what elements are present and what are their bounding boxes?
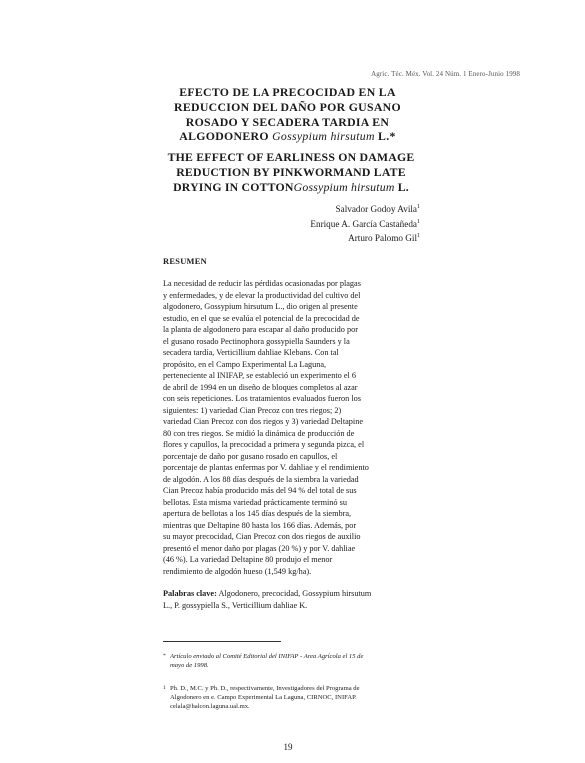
title-spanish — [150, 85, 425, 144]
keywords-line: L., P. gossypiella S., Verticillium dahliae K. — [163, 600, 308, 610]
title-line: REDUCTION BY PINKWORMAND LATE — [176, 164, 406, 179]
title-line: THE EFFECT OF EARLINESS ON DAMAGE — [167, 150, 415, 164]
affiliation-mark: 1 — [417, 218, 420, 225]
abstract-line: porcentaje de plantas enfermas por V. dahliae y el rendimiento — [163, 463, 369, 472]
abstract-line: variedad Cian Precoz con dos riegos y 3) variedad Deltapine — [163, 417, 363, 426]
title-line: EFECTO DE LA PRECOCIDAD EN LA — [179, 85, 396, 99]
abstract-line: 80 con tres riegos. Se midió la dinámica de producción de — [163, 428, 355, 438]
author-name: Salvador Godoy Avila — [335, 204, 417, 215]
title-line: ROSADO Y SECADERA TARDIA EN — [185, 114, 390, 129]
keywords-line — [163, 588, 415, 600]
title-text: L. — [394, 179, 409, 194]
author — [240, 230, 420, 245]
abstract-line: La necesidad de reducir las pérdidas ocasionadas por plagas — [163, 279, 361, 288]
keywords-text: Algodonero, precocidad, Gossypium hirsutum — [218, 589, 372, 598]
abstract-line: con seis repeticiones. Los tratamientos evaluados fueron los — [163, 394, 361, 403]
footnote-line: Ph. D., M.C. y Ph. D., respectivamente, Investigadores del Programa de — [170, 685, 360, 692]
abstract-line: propósito, en el Campo Experimental La Laguna, — [163, 359, 327, 369]
abstract-line: bellotas. Esta misma variedad prácticamente terminó su — [163, 497, 347, 507]
species-name: Gossypium hirsutum — [293, 179, 395, 194]
footnote — [163, 652, 418, 670]
abstract-line: secadera tardía, Verticillium dahliae Klebans. Con tal — [163, 348, 339, 357]
title-text: ALGODONERO — [179, 129, 273, 144]
footnote-mark: 1 — [163, 685, 166, 691]
abstract-line: apertura de bellotas a los 145 días después de la siembra, — [163, 509, 352, 518]
abstract-line: de abril de 1994 en un diseño de bloques completos al azar — [163, 382, 358, 392]
abstract-line: su mayor precocidad, Cian Precoz con dos riegos de auxilio — [163, 532, 361, 541]
abstract-line: (46 %). La variedad Deltapine 80 produjo el menor — [163, 555, 333, 564]
abstract-line: el gusano rosado Pectinophora gossypiella Saunders y la — [163, 336, 350, 346]
footnote-line: mayo de 1998. — [170, 662, 209, 670]
footnote-mark: * — [163, 653, 166, 659]
footnote — [163, 684, 418, 712]
abstract-line: rendimiento de algodón hueso (1,549 kg/ha). — [163, 566, 312, 576]
keywords — [163, 588, 415, 611]
keywords-label: Palabras clave: — [163, 589, 217, 598]
abstract-line: estudio, en el que se evalúa el potencial de la precocidad de — [163, 313, 360, 323]
abstract-line: perteneciente al INIFAP, se estableció un experimento el 6 — [163, 371, 356, 380]
footnote-line: celala@halcon.laguna.ual.mx. — [170, 703, 250, 711]
author-name: Enrique A. García Castañeda — [310, 218, 417, 229]
abstract-line: de algodón. A los 88 días después de la siembra la variedad — [163, 474, 359, 484]
abstract-line: porcentaje de daño por gusano rosado en capullos, el — [163, 451, 338, 461]
abstract-line: la planta de algodonero para escapar al daño producido por — [163, 325, 358, 334]
abstract-line: flores y capullos, la precocidad a primera y segunda pizca, el — [163, 440, 365, 449]
affiliation-mark: 1 — [417, 204, 420, 210]
footnote-divider — [163, 641, 281, 642]
title-english — [162, 150, 420, 194]
affiliation-mark: 1 — [417, 233, 420, 240]
footnote-line: Algodonero en e. Campo Experimental La Laguna, CIRNOC, INIFAP. — [170, 694, 357, 702]
title-line — [162, 180, 420, 195]
title-line — [150, 129, 425, 144]
footnote-text — [170, 684, 415, 712]
author-name: Arturo Palomo Gil — [348, 233, 417, 244]
species-name: Gossypium hirsutum — [272, 129, 375, 144]
abstract-line: y enfermedades, y de elevar la productividad del cultivo del — [163, 290, 361, 300]
section-heading: RESUMEN — [163, 257, 207, 266]
title-text: L.* — [374, 129, 396, 144]
abstract-line: mientras que Deltapine 80 hasta los 166 días. Además, por — [163, 520, 357, 530]
abstract-line: Cian Precoz había producido más del 94 % del total de sus — [163, 486, 357, 495]
abstract-line: algodonero, Gossypium hirsutum L., dio origen al presente — [163, 302, 358, 311]
author — [240, 201, 420, 216]
abstract-line: siguientes: 1) variedad Cian Precoz con tres riegos; 2) — [163, 405, 342, 415]
abstract-line: presentó el menor daño por plagas (20 %) y por V. dahliae — [163, 543, 356, 553]
running-head: Agric. Téc. Méx. Vol. 24 Núm. 1 Enero-Junio 1998 — [371, 70, 520, 78]
author-list — [240, 201, 420, 245]
abstract-body — [163, 278, 415, 577]
page-number: 19 — [283, 742, 293, 752]
footnote-line: Artículo enviado al Comité Editorial del INIFAP - Area Agrícola el 15 de — [170, 653, 364, 660]
footnote-text — [170, 652, 415, 670]
title-line: REDUCCION DEL DAÑO POR GUSANO — [174, 99, 401, 114]
title-text: DRYING IN COTTON — [173, 179, 294, 194]
author — [240, 216, 420, 231]
